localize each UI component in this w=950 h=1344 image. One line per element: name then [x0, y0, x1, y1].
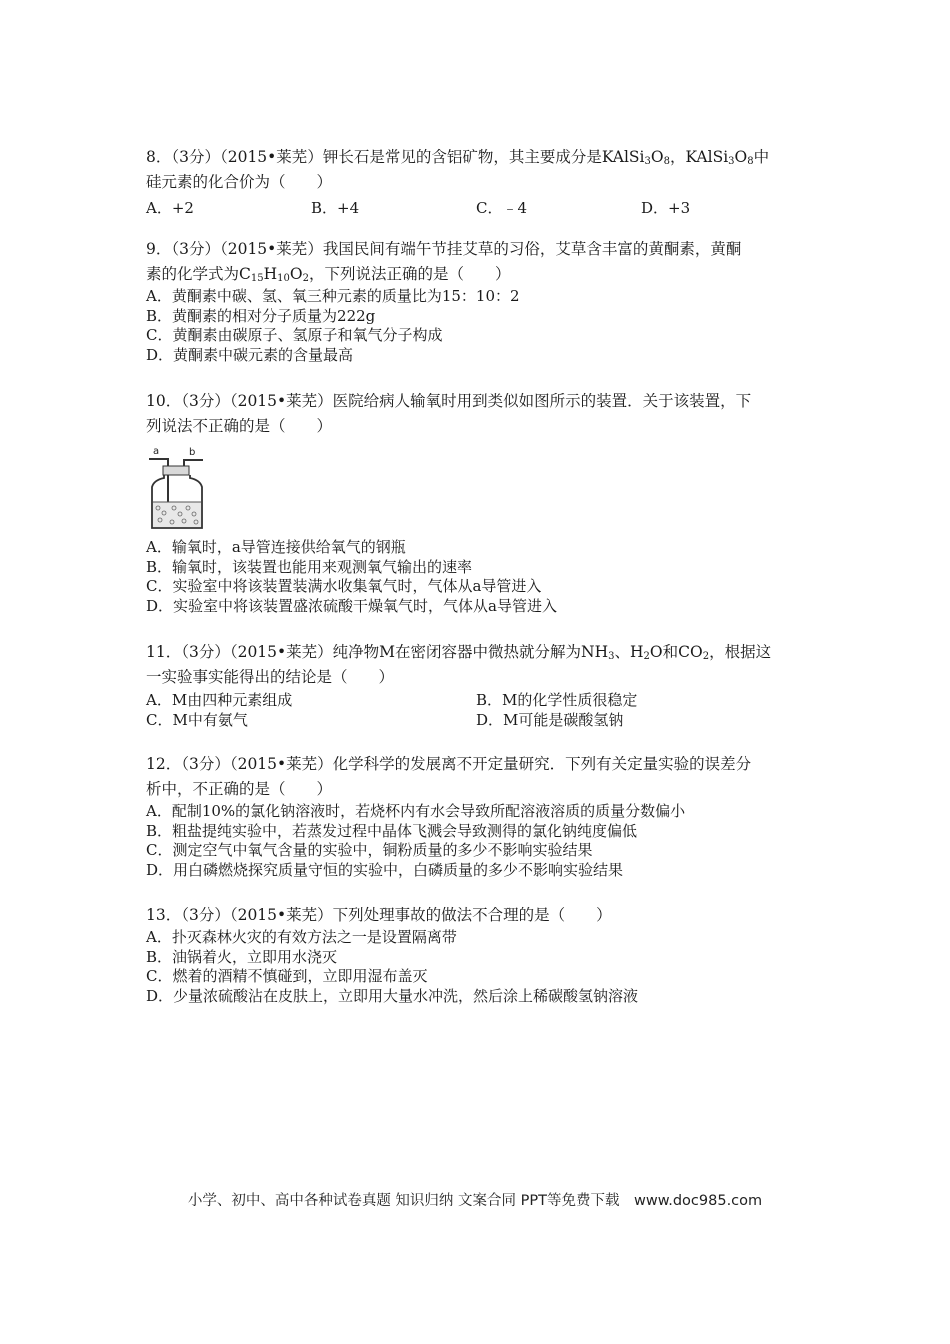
option-b: B．输氧时，该装置也能用来观测氧气输出的速率	[146, 557, 473, 576]
tube-b-label: b	[189, 447, 196, 458]
question-13-stem: 13．（3分）（2015•莱芜）下列处理事故的做法不合理的是（ ）	[146, 906, 612, 924]
question-9-stem-line2: 素的化学式为$C_{15}H_{10}O_2$，下列说法正确的是（ ）	[146, 265, 511, 284]
option-b: B．油锅着火，立即用水浇灭	[146, 947, 338, 966]
question-12-stem: 12．（3分）（2015•莱芜）化学科学的发展离不开定量研究．下列有关定量实验的误差分	[146, 755, 752, 773]
question-9-stem: 9．（3分）（2015•莱芜）我国民间有端午节挂艾草的习俗，艾草含丰富的黄酮素，黄酮	[146, 240, 742, 258]
option-b: B．黄酮素的相对分子质量为222g	[146, 306, 376, 325]
question-8-stem-line2: 硅元素的化合价为（ ）	[146, 173, 333, 191]
question-8-options	[146, 197, 806, 219]
question-12-options	[146, 802, 806, 880]
option-a: A．输氧时，a导管连接供给氧气的钢瓶	[146, 538, 406, 556]
option-d: D．实验室中将该装置盛浓硫酸干燥氧气时，气体从a导管进入	[146, 596, 557, 615]
question-11-options-row1	[146, 690, 806, 710]
question-13-options	[146, 928, 806, 1006]
question-10-stem: 10．（3分）（2015•莱芜）医院给病人输氧时用到类似如图所示的装置．关于该装置，下	[146, 392, 752, 410]
option-c: C．测定空气中氧气含量的实验中，铜粉质量的多少不影响实验结果	[146, 841, 593, 859]
question-11-stem-line2: 一实验事实能得出的结论是（ ）	[146, 668, 395, 686]
question-10-options	[146, 538, 806, 616]
question-11	[146, 640, 806, 730]
option-a: A．扑灭森林火灾的有效方法之一是设置隔离带	[146, 928, 457, 946]
liquid	[153, 502, 201, 527]
option-d: D．少量浓硫酸沾在皮肤上，立即用大量水冲洗，然后涂上稀碳酸氢钠溶液	[146, 986, 639, 1005]
option-a: A．黄酮素中碳、氢、氧三种元素的质量比为15：10：2	[146, 287, 520, 305]
question-9	[146, 237, 806, 365]
option-c: C．实验室中将该装置装满水收集氧气时，气体从a导管进入	[146, 577, 542, 595]
question-12	[146, 752, 806, 880]
option-c: C．燃着的酒精不慎碰到，立即用湿布盖灭	[146, 967, 428, 985]
question-10	[146, 389, 806, 439]
question-9-options	[146, 287, 806, 365]
page-footer: 小学、初中、高中各种试卷真题 知识归纳 文案合同 PPT等免费下载 www.doc985.com	[187, 1193, 763, 1209]
question-8	[146, 145, 806, 219]
stopper	[163, 466, 189, 475]
question-12-stem-line2: 析中，不正确的是（ ）	[146, 780, 333, 798]
gas-bottle-figure	[146, 442, 208, 532]
option-d: D．用白磷燃烧探究质量守恒的实验中，白磷质量的多少不影响实验结果	[146, 860, 624, 879]
option-b: B．+4	[311, 199, 360, 217]
question-11-stem: 11．（3分）（2015•莱芜）纯净物M在密闭容器中微热就分解为$NH_3$、$H_2O$和$CO_2$，根据这	[146, 643, 772, 662]
question-11-options-row2	[146, 710, 806, 730]
option-d: D．黄酮素中碳元素的含量最高	[146, 345, 354, 364]
option-d: D．+3	[641, 199, 691, 217]
question-10-stem-line2: 列说法不正确的是（ ）	[146, 417, 333, 435]
question-8-stem: 8．（3分）（2015•莱芜）钾长石是常见的含铝矿物，其主要成分是$KAlSi_3O_8$，$KAlSi_3O_8$中	[146, 148, 770, 167]
option-d: D．M可能是碳酸氢钠	[476, 711, 624, 729]
option-b: B．粗盐提纯实验中，若蒸发过程中晶体飞溅会导致测得的氯化钠纯度偏低	[146, 821, 638, 840]
option-a: A．+2	[146, 199, 194, 217]
tube-a-label: a	[153, 446, 160, 457]
option-c: C．﹣4	[476, 199, 528, 217]
option-b: B．M的化学性质很稳定	[476, 691, 638, 709]
option-c: C．黄酮素由碳原子、氢原子和氧气分子构成	[146, 326, 443, 344]
question-13	[146, 903, 806, 1006]
option-c: C．M中有氨气	[146, 711, 248, 729]
option-a: A．M由四种元素组成	[146, 691, 293, 709]
option-a: A．配制10%的氯化钠溶液时，若烧杯内有水会导致所配溶液溶质的质量分数偏小	[146, 802, 686, 820]
